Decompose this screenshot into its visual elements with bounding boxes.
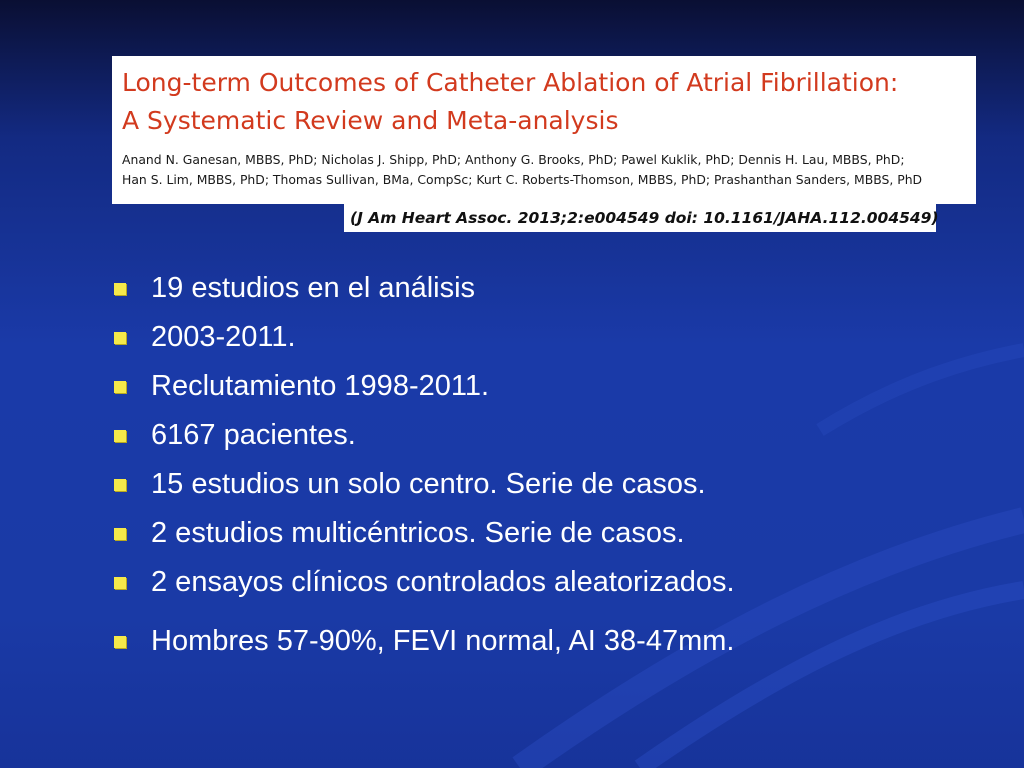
square-bullet-icon (114, 283, 126, 295)
square-bullet-icon (114, 381, 126, 393)
square-bullet-icon (114, 577, 126, 589)
bullet-item (114, 460, 735, 509)
bullet-item (114, 313, 735, 362)
authors-line-2: Han S. Lim, MBBS, PhD; Thomas Sullivan, BMa, CompSc; Kurt C. Roberts-Thomson, MBBS, PhD; Prashanthan Sanders, MBBS, PhD (122, 172, 923, 187)
square-bullet-icon (114, 636, 126, 648)
bullet-list (114, 264, 735, 666)
bullet-text: 2 ensayos clínicos controlados aleatorizados. (151, 566, 735, 598)
bullet-item (114, 411, 735, 460)
bullet-item (114, 264, 735, 313)
square-bullet-icon (114, 430, 126, 442)
bullet-text: 6167 pacientes. (151, 419, 356, 451)
bullet-item (114, 617, 735, 666)
bullet-text: 2 estudios multicéntricos. Serie de casos. (151, 517, 685, 549)
bullet-text: Hombres 57-90%, FEVI normal, AI 38-47mm. (151, 625, 735, 657)
bullet-text: 15 estudios un solo centro. Serie de casos. (151, 468, 706, 500)
paper-header-image (112, 56, 976, 204)
paper-authors (122, 150, 966, 190)
square-bullet-icon (114, 479, 126, 491)
square-bullet-icon (114, 332, 126, 344)
paper-title-line-1: Long-term Outcomes of Catheter Ablation of Atrial Fibrillation: (122, 68, 899, 97)
authors-line-1: Anand N. Ganesan, MBBS, PhD; Nicholas J. Shipp, PhD; Anthony G. Brooks, PhD; Pawel Kuklik, PhD; Dennis H. Lau, MBBS, PhD; (122, 152, 905, 167)
square-bullet-icon (114, 528, 126, 540)
paper-title-line-2: A Systematic Review and Meta-analysis (122, 106, 619, 135)
bullet-text: 19 estudios en el análisis (151, 272, 476, 304)
bullet-item (114, 362, 735, 411)
bullet-item (114, 509, 735, 558)
bullet-text: 2003-2011. (151, 321, 296, 353)
bullet-item (114, 558, 735, 607)
journal-citation: (J Am Heart Assoc. 2013;2:e004549 doi: 10.1161/JAHA.112.004549) (344, 204, 936, 232)
bullet-text: Reclutamiento 1998-2011. (151, 370, 490, 402)
